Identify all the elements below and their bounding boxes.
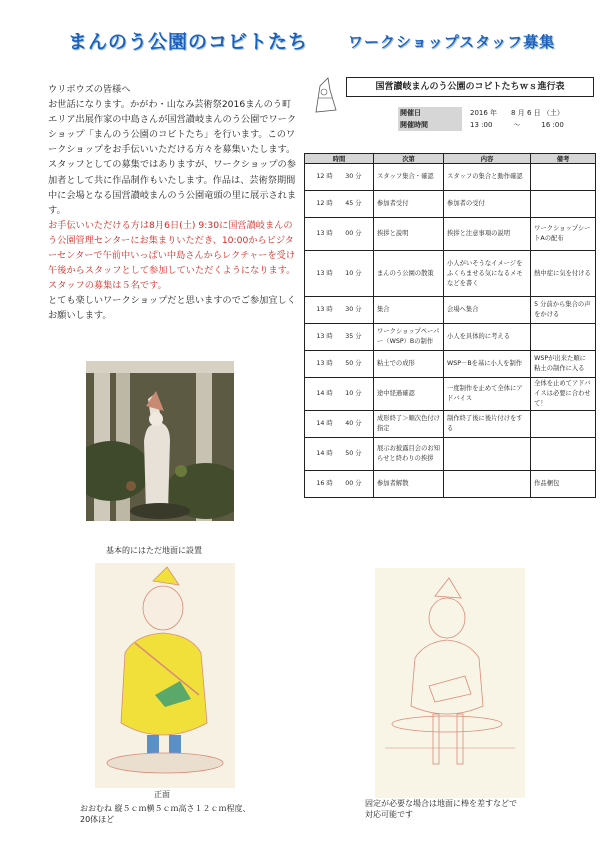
front-sketch: [95, 563, 235, 788]
cell-content: 一度制作を止めて全体にアドバイス: [444, 378, 531, 411]
cell-content: 会場へ集合: [444, 297, 531, 324]
cell-item: ワークショップペーパー（WSP）Bの制作: [374, 324, 444, 351]
cell-time: 14 時 50 分: [305, 438, 374, 471]
page-title: まんのう公園のコビトたち: [68, 31, 309, 53]
cell-content: 制作終了後に後片付けをする: [444, 411, 531, 438]
table-row: [305, 251, 596, 297]
schedule-title: 国営讃岐まんのう公園のコビトたちｗｓ進行表: [346, 77, 594, 97]
table-row: [305, 411, 596, 438]
cell-note: 5 分前から集合の声をかける: [531, 297, 596, 324]
schedule-table: [304, 153, 596, 498]
front-sketch-image: [95, 563, 235, 788]
letter-greeting: ウリボウズの皆様へ: [48, 84, 131, 95]
cell-content: WSP－Bを基に小人を制作: [444, 351, 531, 378]
cell-item: まんのう公園の散策: [374, 251, 444, 297]
cell-content: 小人がいそうなイメージをふくらませる気になるメモなどを書く: [444, 251, 531, 297]
table-row: [305, 378, 596, 411]
cell-time: 13 時 50 分: [305, 351, 374, 378]
cell-note: 作品梱包: [531, 471, 596, 498]
table-row: [305, 297, 596, 324]
gnome-photo-image: [86, 361, 234, 521]
time-value: 13 :00 ～ 16 :00: [470, 121, 564, 129]
caption-fix-line-1: 固定が必要な場合は地面に棒を差すなどで: [365, 799, 517, 808]
table-row: [305, 351, 596, 378]
caption-fix-line-2: 対応可能です: [365, 810, 413, 819]
cell-item: 成形終了＞順次色付け指定: [374, 411, 444, 438]
cell-item: 粘土での成形: [374, 351, 444, 378]
cell-note: 熱中症に気を付ける: [531, 251, 596, 297]
col-time-header: 時間: [305, 154, 374, 164]
cell-note: [531, 164, 596, 191]
table-row: [305, 218, 596, 251]
col-content-header: 内容: [444, 154, 531, 164]
cell-time: 16 時 00 分: [305, 471, 374, 498]
gnome-sketch-icon: [306, 76, 342, 116]
letter-paragraph-1: お世話になります。かがわ・山なみ芸術祭2016まんのう町エリア出展作家の中島さんが国営讃岐まんのう公園でワークショップ「まんのう公園のコビトたち」を行います。このワークショップをお手伝いいただける方々を募集いたします。スタッフとしての募集ではありますが、ワークショップの参加者として共に作品制作もいたします。作品は、芸術祭期間中に会場となる国営讃岐まんのう公園竜頭の里に展示されます。: [48, 99, 297, 216]
table-row: [305, 438, 596, 471]
col-note-header: 備考: [531, 154, 596, 164]
cell-note: [531, 438, 596, 471]
date-value: 2016 年 8 月 6 日 （土）: [470, 109, 564, 117]
cell-item: 展示お披露目会のお知らせと終わりの挨拶: [374, 438, 444, 471]
cell-item: 挨拶と説明: [374, 218, 444, 251]
cell-time: 13 時 10 分: [305, 251, 374, 297]
cell-item: 集合: [374, 297, 444, 324]
cell-note: [531, 411, 596, 438]
caption-size: [80, 803, 300, 825]
pole-sketch-image: [375, 568, 525, 798]
letter-paragraph-red: お手伝いいただける方は8月6日(土) 9:30に国営讃岐まんのう公園管理センターにお集まりいただき、10:00からビジターセンターで午前中いっぱい中島さんからレクチャーを受け午後からスタッフとして参加していただくようになります。スタッフの募集は５名です。: [48, 219, 296, 292]
cell-note: [531, 191, 596, 218]
caption-fix: [365, 798, 565, 820]
cell-content: 小人を具体的に考える: [444, 324, 531, 351]
caption-size-line-1: おおむね 縦５ｃｍ横５ｃｍ高さ１２ｃｍ程度、: [80, 804, 251, 813]
cell-note: [531, 324, 596, 351]
cell-content: 挨拶と注意事項の説明: [444, 218, 531, 251]
caption-ground: 基本的にはただ地面に設置: [106, 546, 202, 555]
cell-time: 13 時 30 分: [305, 297, 374, 324]
cell-time: 12 時 45 分: [305, 191, 374, 218]
cell-time: 13 時 35 分: [305, 324, 374, 351]
pole-sketch: [375, 568, 525, 798]
cell-item: 参加者解散: [374, 471, 444, 498]
table-row: [305, 471, 596, 498]
col-item-header: 次第: [374, 154, 444, 164]
schedule-meta: [398, 107, 592, 131]
cell-time: 14 時 10 分: [305, 378, 374, 411]
cell-time: 13 時 00 分: [305, 218, 374, 251]
table-row: [305, 164, 596, 191]
cell-content: 参加者の受付: [444, 191, 531, 218]
time-label: 開催時間: [398, 119, 462, 131]
cell-time: 12 時 30 分: [305, 164, 374, 191]
date-label: 開催日: [398, 107, 462, 119]
caption-size-line-2: 20体ほど: [80, 815, 115, 824]
cell-content: [444, 438, 531, 471]
cell-content: [444, 471, 531, 498]
cell-note: 全体を止めてアドバイスは必要に合わせて！: [531, 378, 596, 411]
table-row: [305, 191, 596, 218]
cell-time: 14 時 40 分: [305, 411, 374, 438]
cell-item: 参加者受付: [374, 191, 444, 218]
letter-body: [48, 82, 298, 324]
cell-note: ワークショップシートAの配布: [531, 218, 596, 251]
table-row: [305, 324, 596, 351]
page-subtitle: ワークショップスタッフ募集: [348, 33, 556, 51]
gnome-photo: [86, 361, 234, 521]
cell-item: 途中経過確認: [374, 378, 444, 411]
caption-front: 正面: [154, 790, 170, 799]
cell-content: スタッフの集合と動作確認: [444, 164, 531, 191]
cell-note: WSPが出来た順に粘土の制作に入る: [531, 351, 596, 378]
cell-item: スタッフ集合・確認: [374, 164, 444, 191]
letter-paragraph-2: とても楽しいワークショップだと思いますのでご参加宜しくお願いします。: [48, 295, 296, 322]
